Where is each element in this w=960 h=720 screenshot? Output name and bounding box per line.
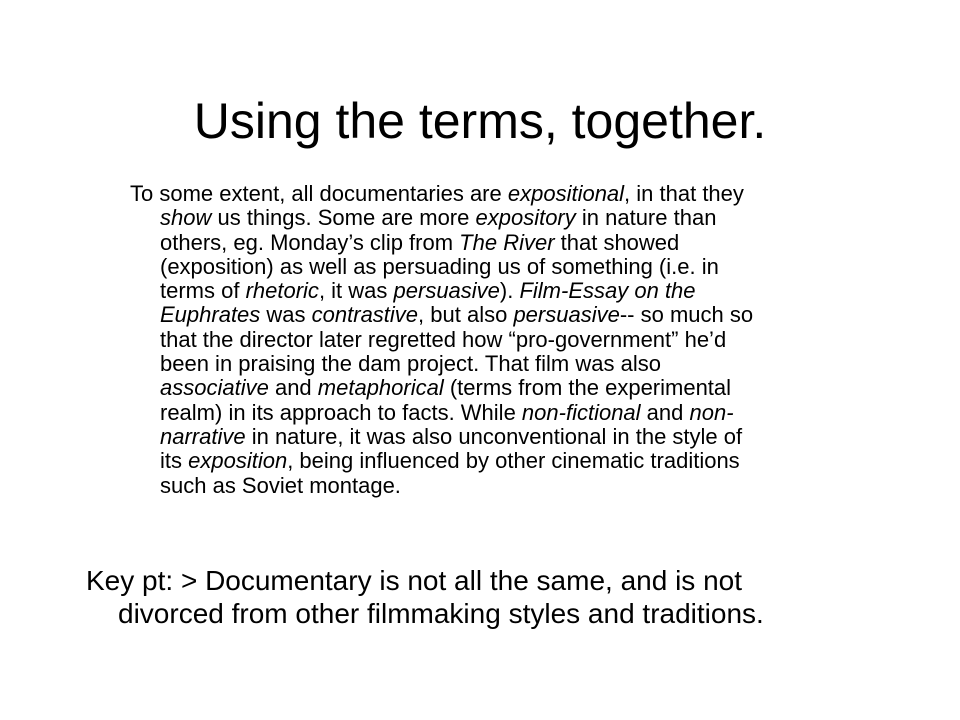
italic-term: persuasive (393, 278, 500, 304)
text-run: its (160, 448, 189, 474)
text-run: was (260, 302, 312, 328)
text-run: and (268, 375, 318, 401)
italic-term: The River (459, 229, 555, 255)
italic-term: expositional (507, 181, 625, 206)
paragraph-line (130, 425, 882, 449)
paragraph-line (130, 474, 882, 498)
text-run: , being influenced by other cinematic traditions (287, 448, 740, 474)
italic-term: Film-Essay on the (519, 278, 696, 304)
body-paragraph (130, 182, 882, 498)
text-run: -- so much so (619, 302, 754, 328)
italic-term: metaphorical (317, 375, 444, 401)
text-run: us things. Some are more (211, 205, 476, 231)
italic-term: persuasive (513, 302, 620, 328)
italic-term: contrastive (311, 302, 419, 328)
text-run: ). (499, 278, 520, 304)
text-run: To some extent, all documentaries are (130, 181, 508, 206)
text-run: (terms from the experimental (443, 375, 732, 401)
paragraph-line (130, 255, 882, 279)
paragraph-line (130, 449, 882, 473)
key-point-line: Key pt: > Documentary is not all the same, and is not (86, 565, 743, 596)
text-run: (exposition) as well as persuading us of something (i.e. in (160, 253, 719, 279)
italic-term: non-fictional (521, 399, 641, 425)
italic-term: non- (689, 399, 734, 425)
text-run: and (640, 399, 690, 425)
key-point-line: divorced from other filmmaking styles and traditions. (118, 598, 764, 629)
italic-term: show (160, 205, 212, 231)
italic-term: rhetoric (245, 278, 319, 304)
text-run: , it was (318, 278, 394, 304)
paragraph-line (130, 303, 882, 327)
paragraph-line (130, 376, 882, 400)
italic-term: narrative (160, 423, 246, 449)
text-run: in nature, it was also unconventional in the style of (245, 423, 743, 449)
paragraph-line (130, 352, 882, 376)
text-run: been in praising the dam project. That film was also (160, 351, 661, 377)
text-run: , in that they (624, 181, 744, 206)
slide-title: Using the terms, together. (193, 93, 767, 149)
text-run: such as Soviet montage. (160, 472, 401, 498)
text-run: in nature than (575, 205, 717, 231)
key-point (86, 564, 906, 630)
paragraph-line (130, 279, 882, 303)
italic-term: expository (475, 205, 576, 231)
paragraph-line (130, 401, 882, 425)
text-run: that the director later regretted how “pro-government” he’d (160, 326, 727, 352)
text-run: others, eg. Monday’s clip from (160, 229, 460, 255)
paragraph-line (130, 206, 882, 230)
paragraph-line (130, 328, 882, 352)
text-run: terms of (160, 278, 246, 304)
italic-term: associative (160, 375, 269, 401)
italic-term: Euphrates (160, 302, 261, 328)
text-run: , but also (418, 302, 514, 328)
text-run: that showed (554, 229, 680, 255)
paragraph-line (130, 182, 882, 206)
paragraph-line (130, 231, 882, 255)
italic-term: exposition (188, 448, 288, 474)
text-run: realm) in its approach to facts. While (160, 399, 522, 425)
